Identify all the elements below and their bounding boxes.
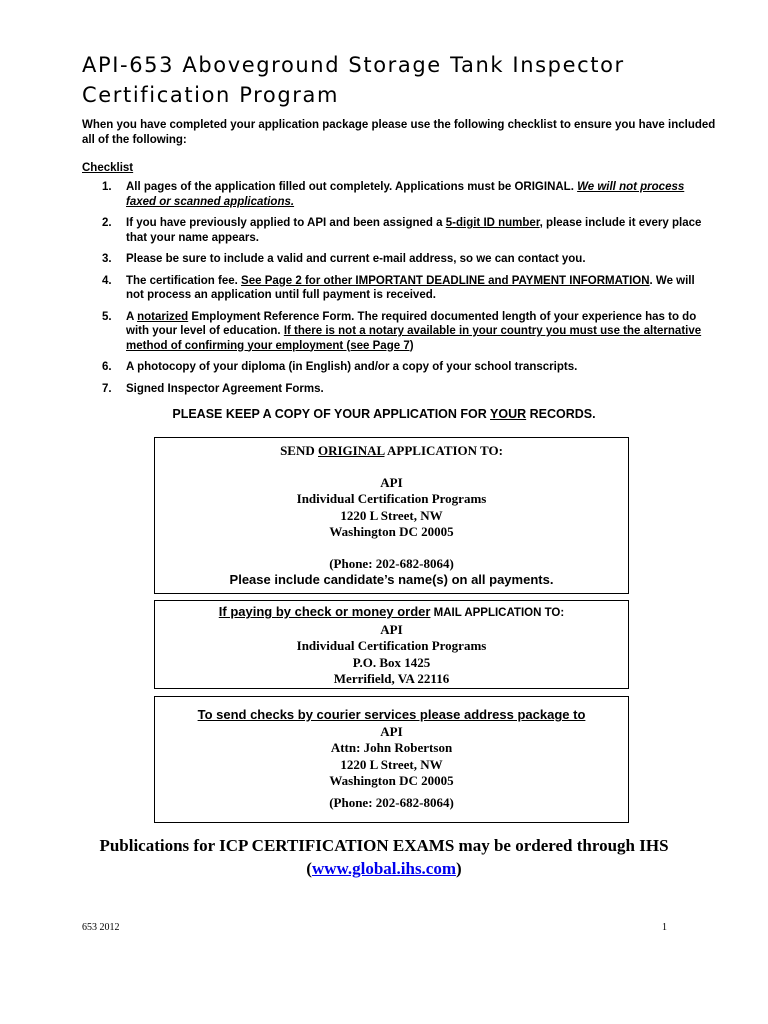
item-emphasis: notarized	[137, 310, 189, 323]
intro-text: When you have completed your application package please use the following checklist to ensure you have included all of the following:	[82, 119, 716, 146]
address-line: Individual Certification Programs	[296, 638, 487, 653]
payment-note: Please include candidate’s name(s) on all payments.	[229, 572, 554, 587]
publications-link-line	[0, 857, 768, 880]
address-line: 1220 L Street, NW	[340, 756, 443, 772]
title-line-2: Certification Program	[82, 83, 340, 107]
phone-number: (Phone: 202-682-8064)	[329, 555, 454, 571]
box-heading-text-end: APPLICATION TO:	[384, 443, 503, 458]
ihs-website-link[interactable]: www.global.ihs.com	[311, 859, 457, 878]
checklist-heading: Checklist	[82, 162, 134, 174]
item-number: 1.	[102, 181, 112, 193]
keep-copy-text-end: RECORDS.	[526, 407, 596, 421]
box-heading	[155, 604, 628, 622]
address-line: Attn: John Robertson	[330, 740, 453, 755]
original-application-address-box	[154, 437, 629, 594]
item-emphasis: We will not process faxed or scanned applications.	[126, 181, 685, 208]
keep-copy-emphasis: YOUR	[490, 407, 527, 421]
item-text: A photocopy of your diploma (in English) and/or a copy of your school transcripts.	[126, 361, 578, 373]
item-text-cont: Employment Reference Form. The required documented length of your experience has to do with your level of education.	[126, 310, 697, 337]
paren-close: )	[456, 859, 462, 878]
item-text: If you have previously applied to API and been assigned a	[126, 217, 446, 229]
box-heading: To send checks by courier services please address package to	[197, 707, 586, 722]
item-emphasis: See Page 2 for other IMPORTANT DEADLINE and PAYMENT INFORMATION	[241, 274, 650, 287]
checklist-item	[100, 310, 710, 354]
address-line: Individual Certification Programs	[296, 491, 487, 506]
title-line-1: API-653 Aboveground Storage Tank Inspector	[82, 53, 625, 77]
publications-text: Publications for ICP CERTIFICATION EXAMS may be ordered through IHS	[99, 836, 669, 855]
page-number: 1	[662, 922, 667, 933]
item-number: 5.	[102, 310, 112, 323]
box-heading-emphasis: If paying by check or money order	[218, 604, 431, 619]
checklist-item	[100, 382, 710, 397]
address-line: Merrifield, VA 22116	[333, 671, 450, 686]
checklist-item	[100, 252, 710, 267]
address-line: Washington DC 20005	[329, 524, 454, 539]
checklist-item	[100, 180, 710, 209]
check-payment-address-box	[154, 600, 629, 689]
keep-copy-text: PLEASE KEEP A COPY OF YOUR APPLICATION FOR	[172, 407, 491, 421]
address-line: P.O. Box 1425	[352, 654, 431, 670]
address-line: API	[380, 621, 403, 637]
address-line: 1220 L Street, NW	[340, 507, 443, 523]
box-heading-text: MAIL APPLICATION TO:	[430, 607, 565, 619]
box-heading-text: SEND	[280, 443, 318, 458]
item-text-cont: , please include it every place that your name appears.	[126, 217, 702, 244]
item-text-cont: . We will not process an application until full payment is received.	[126, 274, 695, 301]
item-number: 3.	[102, 253, 112, 265]
item-text: A	[126, 310, 138, 323]
item-text: The certification fee.	[126, 274, 242, 287]
box-heading	[155, 443, 628, 460]
paren-open: (	[306, 859, 312, 878]
item-text: Please be sure to include a valid and current e-mail address, so we can contact you.	[126, 253, 586, 265]
phone-number: (Phone: 202-682-8064)	[329, 794, 454, 810]
address-line: API	[380, 723, 403, 739]
item-number: 6.	[102, 361, 112, 373]
publications-notice	[0, 834, 768, 880]
item-text: All pages of the application filled out completely. Applications must be ORIGINAL.	[126, 181, 578, 193]
address-line: Washington DC 20005	[329, 773, 454, 788]
item-emphasis: 5-digit ID number	[445, 217, 540, 229]
keep-copy-notice	[0, 407, 768, 421]
courier-address-box	[154, 696, 629, 823]
checklist-item	[100, 216, 710, 245]
address-line: API	[380, 474, 403, 490]
footer-doc-code: 653 2012	[82, 922, 120, 933]
item-number: 2.	[102, 217, 112, 229]
box-heading-emphasis: ORIGINAL	[318, 443, 385, 458]
item-number: 7.	[102, 382, 112, 395]
item-text: Signed Inspector Agreement Forms.	[126, 382, 324, 395]
page-title	[82, 50, 722, 110]
checklist-item	[100, 274, 710, 303]
item-number: 4.	[102, 274, 112, 287]
checklist	[100, 180, 710, 403]
checklist-item	[100, 360, 710, 375]
item-emphasis-2: If there is not a notary available in your country you must use the alternative method of confirming your employment (see Page 7)	[126, 325, 702, 352]
